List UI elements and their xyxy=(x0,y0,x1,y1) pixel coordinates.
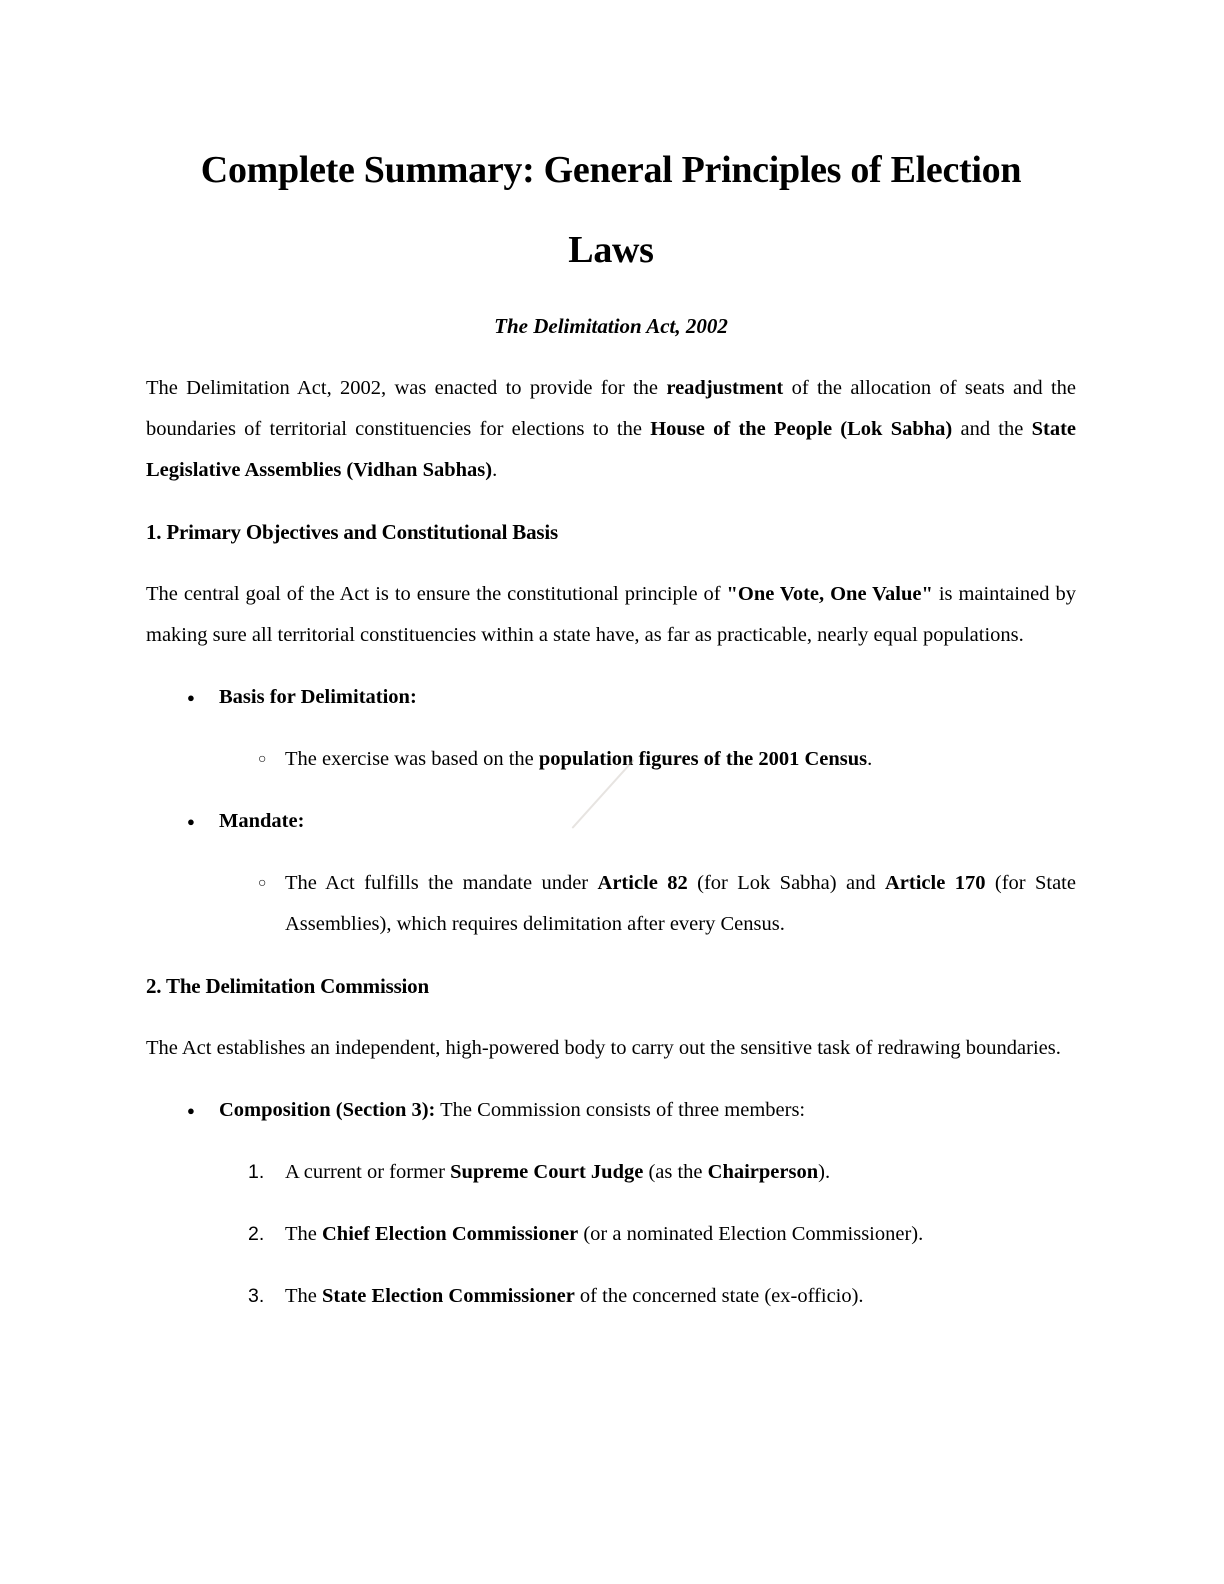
subbullet-mandate-detail xyxy=(146,863,1076,945)
bullet-disc-icon: ● xyxy=(187,814,195,829)
subbullet-mandate-text: The Act fulfills the mandate under Article 82 (for Lok Sabha) and Article 170 (for State Assemblies), which requires delimitation after every Census. xyxy=(285,872,1076,935)
bullet-mandate-label: Mandate: xyxy=(219,810,305,832)
numbered-item-1 xyxy=(146,1152,1076,1193)
bullet-basis-label: Basis for Delimitation: xyxy=(219,686,417,708)
section1-heading: 1. Primary Objectives and Constitutional Basis xyxy=(146,520,558,544)
numbered-item-2 xyxy=(146,1214,1076,1255)
section2-heading: 2. The Delimitation Commission xyxy=(146,974,429,998)
bullet-circle-icon: ○ xyxy=(258,752,267,767)
bullet-disc-icon: ● xyxy=(187,1103,195,1118)
title-line-1: Complete Summary: General Principles of Election xyxy=(200,149,1022,191)
intro-paragraph: The Delimitation Act, 2002, was enacted to provide for the readjustment of the allocation of seats and the boundaries of territorial constituencies for elections to the House of the People (Lok Sabha) and the State Legislative Assemblies (Vidhan Sabhas). xyxy=(146,377,1076,481)
numbered-item-1-text: A current or former Supreme Court Judge (as the Chairperson). xyxy=(285,1161,831,1183)
bullet-composition xyxy=(146,1090,1076,1131)
document-subtitle: The Delimitation Act, 2002 xyxy=(494,314,728,338)
numbered-item-2-text: The Chief Election Commissioner (or a nominated Election Commissioner). xyxy=(285,1223,924,1245)
bullet-circle-icon: ○ xyxy=(258,876,267,891)
title-line-2: Laws xyxy=(568,229,654,271)
section2-paragraph: The Act establishes an independent, high-powered body to carry out the sensitive task of redrawing boundaries. xyxy=(146,1037,1061,1059)
numbered-item-3 xyxy=(146,1276,1076,1317)
list-number: 1. xyxy=(248,1161,265,1183)
bullet-basis-for-delimitation xyxy=(146,677,1076,718)
list-number: 2. xyxy=(248,1223,265,1245)
subbullet-basis-detail xyxy=(146,739,1076,780)
bullet-mandate xyxy=(146,801,1076,842)
document-title xyxy=(146,130,1076,290)
list-number: 3. xyxy=(248,1285,265,1307)
numbered-item-3-text: The State Election Commissioner of the concerned state (ex-officio). xyxy=(285,1285,864,1307)
section1-paragraph: The central goal of the Act is to ensure the constitutional principle of "One Vote, One Value" is maintained by making sure all territorial constituencies within a state have, as far as practicable, nearly equal populations. xyxy=(146,583,1076,646)
subbullet-basis-text: The exercise was based on the population figures of the 2001 Census. xyxy=(285,748,873,770)
bullet-disc-icon: ● xyxy=(187,690,195,705)
bullet-composition-text: Composition (Section 3): The Commission consists of three members: xyxy=(219,1099,806,1121)
